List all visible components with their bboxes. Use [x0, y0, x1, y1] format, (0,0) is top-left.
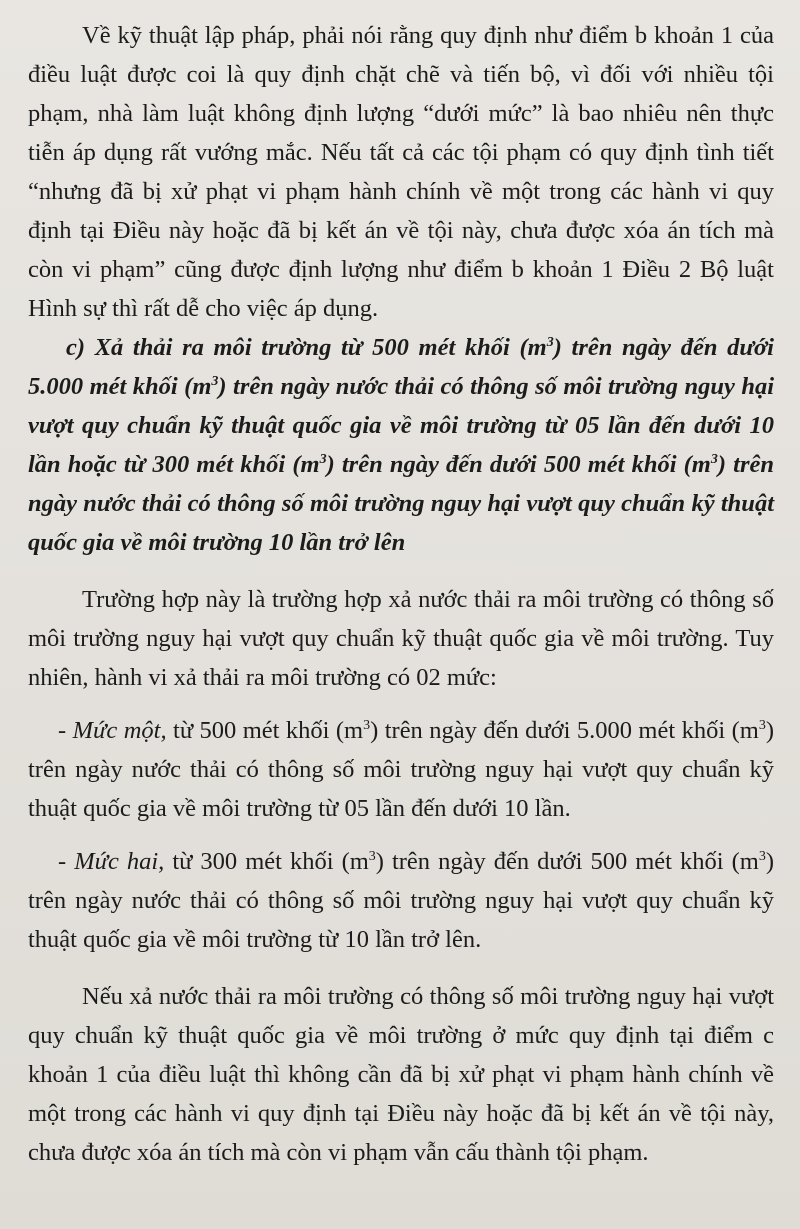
item-dash: -: [58, 717, 73, 744]
paragraph-legislative-technique: Về kỹ thuật lập pháp, phải nói rằng quy định như điểm b khoản 1 của điều luật được coi là quy định chặt chẽ và tiến bộ, vì đối với nhiều tội phạm, nhà làm luật không định lượng “dưới mức” là bao nhiêu nên thực tiễn áp dụng rất vướng mắc. Nếu tất cả các tội phạm có quy định tình tiết “nhưng đã bị xử phạt vi phạm hành chính về một trong các hành vi quy định tại Điều này hoặc đã bị kết án về tội này, chưa được xóa án tích mà còn vi phạm” cũng được định lượng như điểm b khoản 1 Điều 2 Bộ luật Hình sự thì rất dễ cho việc áp dụng.: [28, 22, 774, 322]
item-dash: -: [58, 848, 75, 875]
superscript: 3: [368, 849, 376, 864]
item-text: ) trên ngày nước thải có thông số môi trường nguy hại vượt quy chuẩn kỹ thuật quốc gia về môi trường từ 05 lần đến dưới 10 lần.: [28, 717, 774, 822]
heading-text: c) Xả thải ra môi trường từ 500 mét khối (m: [66, 334, 547, 361]
superscript: 3: [758, 718, 766, 733]
heading-text: ) trên ngày nước thải có thông số môi trường nguy hại vượt quy chuẩn kỹ thuật quốc gia về môi trường 10 lần trở lên: [28, 451, 775, 556]
section-heading-c: [28, 328, 774, 562]
paragraph-case-description: Trường hợp này là trường hợp xả nước thải ra môi trường có thông số môi trường nguy hại vượt quy chuẩn kỹ thuật quốc gia về môi trường. Tuy nhiên, hành vi xả thải ra môi trường có 02 mức:: [28, 586, 774, 691]
item-text: từ 500 mét khối (m: [166, 717, 364, 744]
item-text: ) trên ngày đến dưới 5.000 mét khối (m: [370, 717, 759, 744]
heading-text: ) trên ngày đến dưới 5.000 mét khối (m: [28, 334, 774, 400]
heading-text: ) trên ngày đến dưới 500 mét khối (m: [326, 451, 711, 478]
superscript: 3: [546, 335, 554, 350]
item-lead: Mức một,: [72, 717, 167, 744]
superscript: 3: [363, 718, 371, 733]
list-item-level-two: [28, 842, 774, 959]
superscript: 3: [319, 452, 327, 467]
superscript: 3: [758, 849, 766, 864]
item-lead: Mức hai,: [74, 848, 165, 875]
item-text: ) trên ngày đến dưới 500 mét khối (m: [375, 848, 759, 875]
heading-text: ) trên ngày nước thải có thông số môi trường nguy hại vượt quy chuẩn kỹ thuật quốc gia về môi trường từ 05 lần đến dưới 10 lần hoặc từ 300 mét khối (m: [28, 373, 774, 478]
paragraph-conclusion: Nếu xả nước thải ra môi trường có thông số môi trường nguy hại vượt quy chuẩn kỹ thuật quốc gia về môi trường ở mức quy định tại điểm c khoản 1 của điều luật thì không cần đã bị xử phạt vi phạm hành chính về một trong các hành vi quy định tại Điều này hoặc đã bị kết án về tội này, chưa được xóa án tích mà còn vi phạm vẫn cấu thành tội phạm.: [28, 983, 774, 1166]
superscript: 3: [211, 374, 219, 389]
item-text: ) trên ngày nước thải có thông số môi trường nguy hại vượt quy chuẩn kỹ thuật quốc gia về môi trường từ 10 lần trở lên.: [28, 848, 774, 953]
superscript: 3: [710, 452, 718, 467]
list-item-level-one: [28, 711, 774, 828]
item-text: từ 300 mét khối (m: [164, 848, 369, 875]
